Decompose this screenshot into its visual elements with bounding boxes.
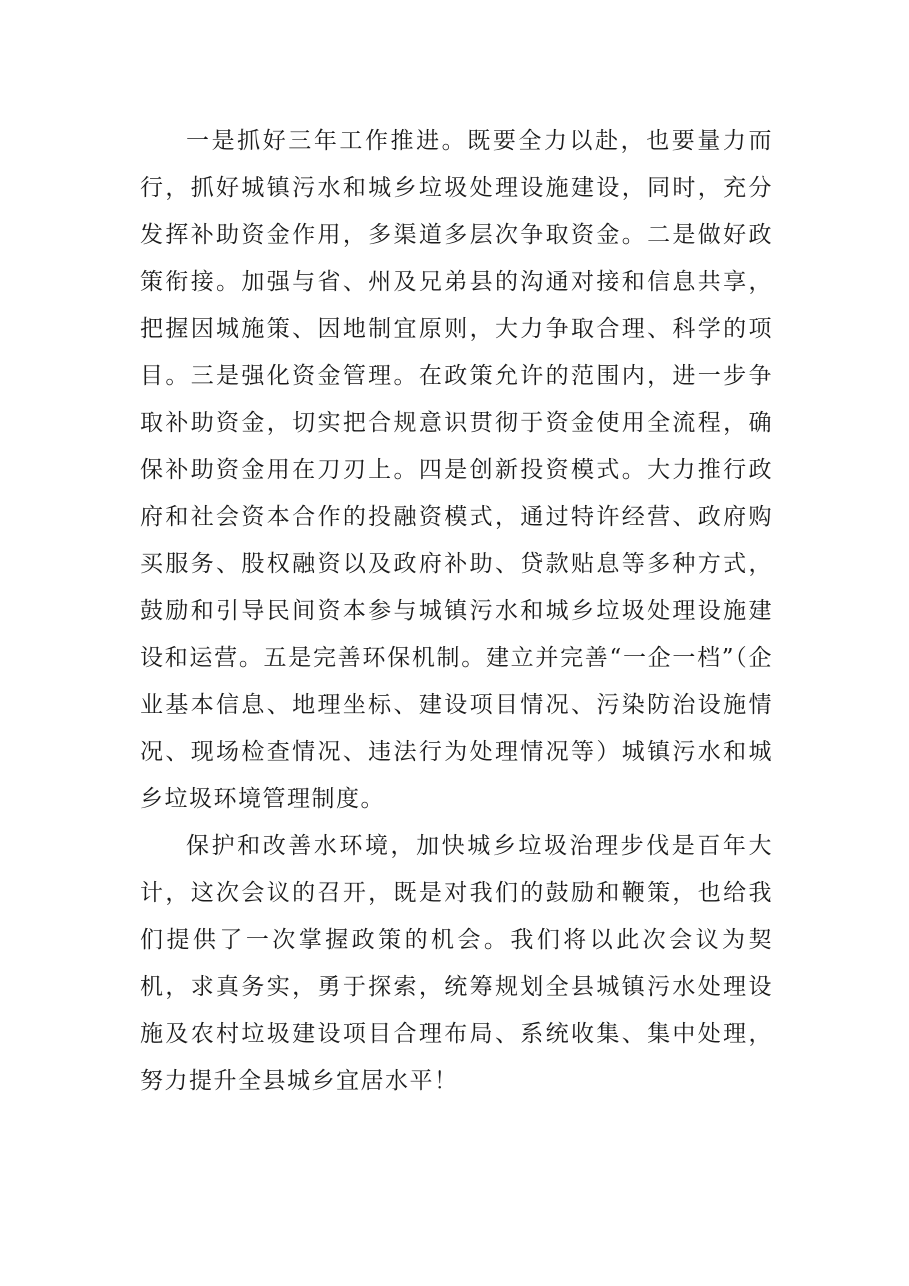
- paragraph-conclusion: 保护和改善水环境，加快城乡垃圾治理步伐是百年大计，这次会议的召开，既是对我们的鼓励和鞭策，也给我们提供了一次掌握政策的机会。我们将以此次会议为契机，求真务实，勇于探索，统筹规划全县城镇污水处理设施及农村垃圾建设项目合理布局、系统收集、集中处理，努力提升全县城乡宜居水平！: [140, 833, 773, 1094]
- document-body: [140, 118, 773, 1105]
- paragraph-work-measures: 一是抓好三年工作推进。既要全力以赴，也要量力而行，抓好城镇污水和城乡垃圾处理设施建设，同时，充分发挥补助资金作用，多渠道多层次争取资金。二是做好政策衔接。加强与省、州及兄弟县的沟通对接和信息共享，把握因城施策、因地制宜原则，大力争取合理、科学的项目。三是强化资金管理。在政策允许的范围内，进一步争取补助资金，切实把合规意识贯彻于资金使用全流程，确保补助资金用在刀刃上。四是创新投资模式。大力推行政府和社会资本合作的投融资模式，通过特许经营、政府购买服务、股权融资以及政府补助、贷款贴息等多种方式，鼓励和引导民间资本参与城镇污水和城乡垃圾处理设施建设和运营。五是完善环保机制。建立并完善“一企一档”（企业基本信息、地理坐标、建设项目情况、污染防治设施情况、现场检查情况、违法行为处理情况等）城镇污水和城乡垃圾环境管理制度。: [140, 128, 773, 812]
